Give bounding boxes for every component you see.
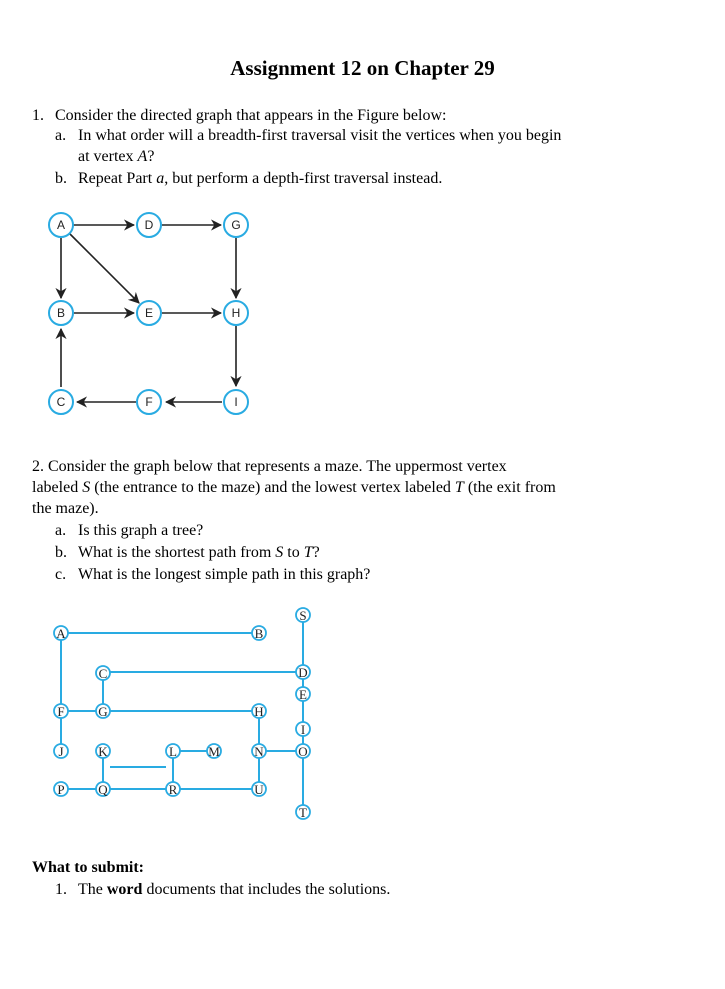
maze-vertex-Q-label: Q — [98, 782, 108, 797]
maze-vertex-O-label: O — [298, 744, 308, 759]
submit-item-text — [78, 880, 390, 899]
q2b-pre: What is the shortest path from — [78, 544, 276, 561]
maze-vertex-I-label: I — [300, 722, 306, 737]
q1a-text-pre: at vertex — [78, 148, 138, 165]
maze-vertex-U-label: U — [254, 782, 264, 797]
q2b-var-s: S — [275, 544, 284, 561]
q2b-marker: b. — [55, 544, 67, 561]
q2-var-t: T — [454, 479, 464, 496]
q1b-part-var: a — [156, 170, 165, 187]
q2-var-s: S — [82, 479, 91, 496]
q1b-text-post: , but perform a depth-first traversal instead. — [164, 170, 443, 187]
vertex-H-label: H — [231, 306, 241, 320]
maze-vertex-B-label: B — [254, 626, 264, 641]
maze-vertex-G-label: G — [98, 704, 108, 719]
vertex-B-label: B — [56, 306, 66, 320]
q2-line1-text: Consider the graph below that represents a maze. The uppermost vertex — [48, 458, 507, 475]
q2-number: 2. — [32, 458, 44, 475]
maze-vertex-H-label: H — [254, 704, 264, 719]
vertex-F-label: F — [145, 395, 153, 409]
maze-vertex-E-label: E — [299, 687, 307, 702]
maze-vertex-K-label: K — [98, 744, 108, 759]
vertex-I-label: I — [234, 395, 238, 409]
q2a-text: Is this graph a tree? — [78, 522, 204, 539]
q1b-marker: b. — [55, 170, 67, 187]
q2a-marker: a. — [55, 522, 67, 539]
vertex-D-label: D — [144, 218, 154, 232]
maze-vertex-T-label: T — [299, 805, 307, 820]
q2-line2-pre: labeled — [32, 479, 83, 496]
vertex-E-label: E — [144, 306, 154, 320]
q1-stem: Consider the directed graph that appears in the Figure below: — [55, 107, 447, 124]
q2-line3: the maze). — [32, 500, 99, 517]
q2-line2-post: (the exit from — [463, 479, 556, 496]
q1b-text-pre: Repeat Part — [78, 170, 157, 187]
q2b-mid: to — [283, 544, 304, 561]
q1a-marker: a. — [55, 127, 67, 144]
submit-item-number: 1. — [55, 881, 67, 898]
q2b-var-t: T — [303, 544, 313, 561]
submit-heading: What to submit: — [32, 859, 145, 876]
maze-vertex-R-label: R — [168, 782, 178, 797]
submit-bold-word: word — [106, 881, 143, 898]
q1a-text-line1: In what order will a breadth-first traversal visit the vertices when you begin — [78, 127, 562, 144]
vertex-G-label: G — [231, 218, 241, 232]
maze-vertex-A-label: A — [56, 626, 66, 641]
maze-vertex-J-label: J — [58, 744, 64, 759]
q1a-vertex-var: A — [137, 148, 148, 165]
submit-pre: The — [78, 881, 107, 898]
maze-vertex-S-label: S — [299, 608, 307, 623]
maze-vertex-M-label: M — [208, 744, 220, 759]
q1a-text-post: ? — [147, 148, 155, 165]
maze-vertex-C-label: C — [98, 666, 108, 681]
q1-number: 1. — [32, 107, 44, 124]
page-title: Assignment 12 on Chapter 29 — [230, 56, 495, 80]
q2c-marker: c. — [55, 566, 67, 583]
vertex-C-label: C — [56, 395, 66, 409]
q2-line2-mid: (the entrance to the maze) and the lowest vertex labeled — [90, 479, 455, 496]
submit-post: documents that includes the solutions. — [142, 881, 391, 898]
q2c-text: What is the longest simple path in this graph? — [78, 566, 371, 583]
q2b-post: ? — [312, 544, 320, 561]
maze-vertex-F-label: F — [57, 704, 65, 719]
maze-vertex-L-label: L — [169, 744, 177, 759]
maze-vertex-D-label: D — [298, 665, 308, 680]
maze-vertex-N-label: N — [254, 744, 264, 759]
maze-vertex-P-label: P — [57, 782, 65, 797]
vertex-A-label: A — [56, 218, 66, 232]
